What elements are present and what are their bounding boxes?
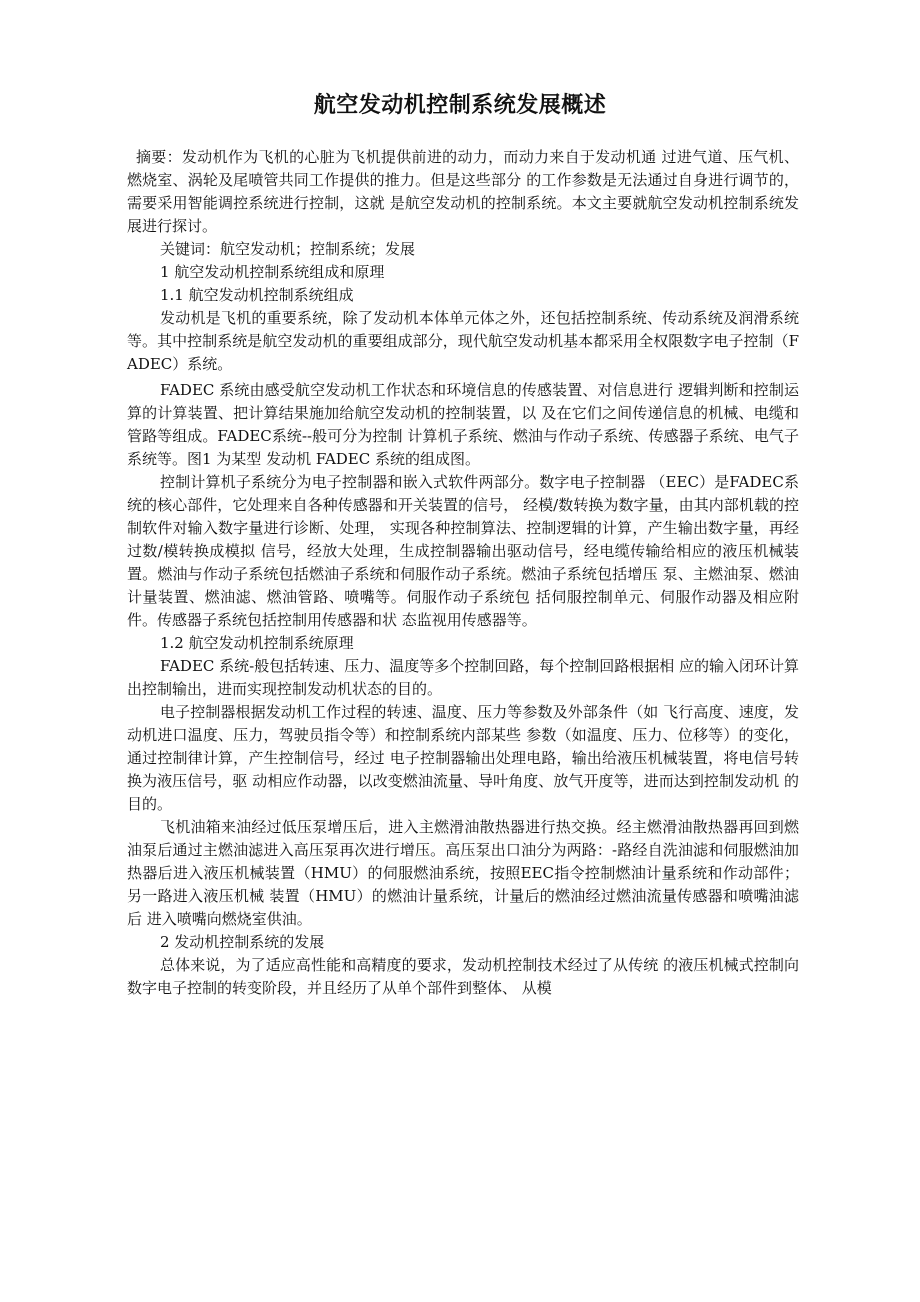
- abstract-paragraph: 摘要：发动机作为飞机的心脏为飞机提供前进的动力，而动力来自于发动机通 过进气道、压气机、燃烧室、涡轮及尾喷管共同工作提供的推力。但是这些部分 的工作参数是无法通过自身进行调节的，需要采用智能调控系统进行控制，这就 是航空发动机的控制系统。本文主要就航空发动机控制系统发展进行探讨。: [127, 148, 799, 235]
- keywords-line: 关键词：航空发动机；控制系统；发展: [160, 240, 416, 258]
- paragraph-development: 总体来说，为了适应高性能和高精度的要求，发动机控制技术经过了从传统 的液压机械式控制向数字电子控制的转变阶段，并且经历了从单个部件到整体、 从模: [127, 956, 799, 997]
- section-1-1-heading: 1.1 航空发动机控制系统组成: [160, 286, 354, 304]
- section-2-heading: 2 发动机控制系统的发展: [160, 933, 325, 951]
- section-1-2-heading: 1.2 航空发动机控制系统原理: [160, 634, 354, 652]
- paragraph-fadec-composition: FADEC 系统由感受航空发动机工作状态和环境信息的传感装置、对信息进行 逻辑判断和控制运算的计算装置、把计算结果施加给航空发动机的控制装置，以 及在它们之间传递信息的机械、电缆和管路等组成。FADEC系统--般可分为控制 计算机子系统、燃油与作动子系统、传感器子系统、电气子系统等。图1 为某型 发动机 FADEC 系统的组成图。: [127, 381, 799, 468]
- paragraph-control-computer: 控制计算机子系统分为电子控制器和嵌入式软件两部分。数字电子控制器 （EEC）是FADEC系统的核心部件，它处理来自各种传感器和开关装置的信号， 经模/数转换为数字量，由其内部机载的控制软件对输入数字量进行诊断、处理， 实现各种控制算法、控制逻辑的计算，产生输出数字量，再经过数/模转换成模拟 信号，经放大处理，生成控制器输出驱动信号，经电缆传输给相应的液压机械装 置。燃油与作动子系统包括燃油子系统和伺服作动子系统。燃油子系统包括增压 泵、主燃油泵、燃油计量装置、燃油滤、燃油管路、喷嘴等。伺服作动子系统包 括伺服控制单元、伺服作动器及相应附件。传感器子系统包括控制用传感器和状 态监视用传感器等。: [127, 473, 799, 629]
- paragraph-control-loops: FADEC 系统-般包括转速、压力、温度等多个控制回路，每个控制回路根据相 应的输入闭环计算出控制输出，进而实现控制发动机状态的目的。: [127, 657, 799, 698]
- section-1-heading: 1 航空发动机控制系统组成和原理: [160, 263, 385, 281]
- document-title: 航空发动机控制系统发展概述: [313, 92, 607, 118]
- paragraph-electronic-controller: 电子控制器根据发动机工作过程的转速、温度、压力等参数及外部条件（如 飞行高度、速度，发动机进口温度、压力，驾驶员指令等）和控制系统内部某些 参数（如温度、压力、位移等）的变化，通过控制律计算，产生控制信号，经过 电子控制器输出处理电路，输出给液压机械装置，将电信号转换为液压信号，驱 动相应作动器，以改变燃油流量、导叶角度、放气开度等，进而达到控制发动机 的目的。: [127, 703, 799, 813]
- paragraph-fuel-flow: 飞机油箱来油经过低压泵增压后，进入主燃滑油散热器进行热交换。经主燃滑油散热器再回到燃油泵后通过主燃油滤进入高压泵再次进行增压。高压泵出口油分为两路：-路经自洗油滤和伺服燃油加热器后进入液压机械装置（HMU）的伺服燃油系统，按照EEC指令控制燃油计量系统和作动部件；另一路进入液压机械 装置（HMU）的燃油计量系统，计量后的燃油经过燃油流量传感器和喷嘴油滤后 进入喷嘴向燃烧室供油。: [127, 818, 799, 928]
- paragraph-engine-systems: 发动机是飞机的重要系统，除了发动机本体单元体之外，还包括控制系统、传动系统及润滑系统等。其中控制系统是航空发动机的重要组成部分，现代航空发动机基本都采用全权限数字电子控制（FADEC）系统。: [127, 309, 799, 373]
- document-body: [127, 146, 799, 1000]
